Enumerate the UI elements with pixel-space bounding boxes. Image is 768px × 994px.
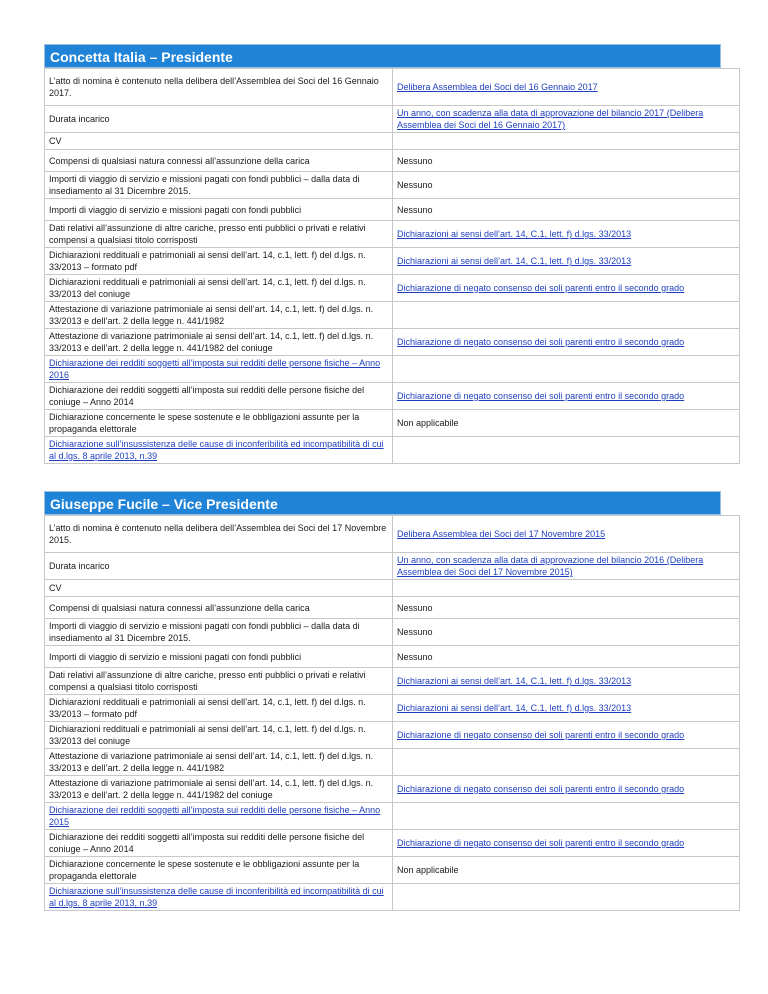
row-value-cell [393, 329, 740, 356]
row-value: Nessuno [397, 180, 433, 190]
row-label-cell [45, 133, 393, 150]
table-row [45, 857, 740, 884]
row-value-cell [393, 248, 740, 275]
row-label: Durata incarico [49, 114, 110, 124]
document-link[interactable]: Dichiarazione di negato consenso dei soli parenti entro il secondo grado [397, 730, 685, 740]
row-label-link[interactable]: Dichiarazione sull’insussistenza delle cause di inconferibilità ed incompatibilità di cui al d.lgs. 8 aprile 2013, n.39 [49, 439, 384, 461]
table-row [45, 356, 740, 383]
row-label: L’atto di nomina è contenuto nella delibera dell’Assemblea dei Soci del 17 Novembre 2015. [49, 523, 387, 545]
row-label: Dichiarazioni reddituali e patrimoniali ai sensi dell’art. 14, c.1, lett. f) del d.lgs. n. 33/2013 del coniuge [49, 724, 366, 746]
document-link[interactable]: Dichiarazioni ai sensi dell’art. 14, C.1, lett. f) d.lgs. 33/2013 [397, 703, 632, 713]
row-label: Dichiarazione dei redditi soggetti all’imposta sui redditi delle persone fisiche del coniuge – Anno 2014 [49, 832, 365, 854]
row-value-cell [393, 199, 740, 221]
row-value-cell [393, 722, 740, 749]
row-label-cell [45, 150, 393, 172]
row-value-cell [393, 857, 740, 884]
row-value: Nessuno [397, 627, 433, 637]
row-label-cell [45, 830, 393, 857]
row-label: Durata incarico [49, 561, 110, 571]
row-value-cell [393, 668, 740, 695]
table-row [45, 150, 740, 172]
table-row [45, 199, 740, 221]
row-label-cell [45, 776, 393, 803]
table-row [45, 619, 740, 646]
row-value-cell [393, 69, 740, 106]
row-label-cell [45, 668, 393, 695]
row-label-cell [45, 646, 393, 668]
row-label-cell [45, 553, 393, 580]
row-value: Non applicabile [397, 865, 459, 875]
row-label-cell [45, 437, 393, 464]
row-value-cell [393, 695, 740, 722]
row-label: Dichiarazione concernente le spese sostenute e le obbligazioni assunte per la propaganda elettorale [49, 412, 360, 434]
row-label: Importi di viaggio di servizio e missioni pagati con fondi pubblici [49, 204, 302, 215]
row-value-cell [393, 803, 740, 830]
row-label: Importi di viaggio di servizio e missioni pagati con fondi pubblici – dalla data di insediamento al 31 Dicembre 2015. [49, 174, 360, 196]
row-label-cell [45, 803, 393, 830]
table-row [45, 383, 740, 410]
row-label-cell [45, 356, 393, 383]
document-link[interactable]: Delibera Assemblea dei Soci del 16 Gennaio 2017 [397, 82, 598, 92]
table-row [45, 221, 740, 248]
row-label: Attestazione di variazione patrimoniale ai sensi dell’art. 14, c.1, lett. f) del d.lgs. n. 33/2013 e dell’art. 2 della legge n. 441/1982 del coniuge [49, 778, 374, 800]
row-value: Nessuno [397, 155, 433, 166]
row-label: Dati relativi all’assunzione di altre cariche, presso enti pubblici o privati e relativi compensi a qualsiasi titolo corrisposti [49, 223, 366, 245]
row-label-cell [45, 884, 393, 911]
section-vice-presidente [44, 491, 721, 911]
document-link[interactable]: Dichiarazioni ai sensi dell’art. 14, C.1, lett. f) d.lgs. 33/2013 [397, 229, 632, 239]
row-label-cell [45, 248, 393, 275]
row-value-cell [393, 383, 740, 410]
table-row [45, 410, 740, 437]
row-value-cell [393, 221, 740, 248]
info-table [44, 515, 740, 911]
table-row [45, 516, 740, 553]
table-row [45, 580, 740, 597]
table-row [45, 275, 740, 302]
row-label-cell [45, 410, 393, 437]
row-label: Attestazione di variazione patrimoniale ai sensi dell’art. 14, c.1, lett. f) del d.lgs. n. 33/2013 e dell’art. 2 della legge n. 441/1982 [49, 304, 374, 326]
row-label: CV [49, 136, 62, 146]
row-value-cell [393, 172, 740, 199]
row-label-cell [45, 302, 393, 329]
table-row [45, 776, 740, 803]
row-label: CV [49, 583, 62, 593]
row-value-cell [393, 106, 740, 133]
row-label: Dichiarazione concernente le spese sostenute e le obbligazioni assunte per la propaganda elettorale [49, 859, 360, 881]
section-title: Concetta Italia – Presidente [44, 44, 721, 68]
row-label: Dichiarazioni reddituali e patrimoniali ai sensi dell’art. 14, c.1, lett. f) del d.lgs. n. 33/2013 – formato pdf [49, 250, 366, 272]
document-link[interactable]: Dichiarazione di negato consenso dei soli parenti entro il secondo grado [397, 283, 685, 293]
table-row [45, 329, 740, 356]
table-row [45, 437, 740, 464]
row-value-cell [393, 597, 740, 619]
table-row [45, 248, 740, 275]
row-label-cell [45, 275, 393, 302]
table-row [45, 803, 740, 830]
table-row [45, 722, 740, 749]
table-row [45, 646, 740, 668]
table-row [45, 69, 740, 106]
row-label-cell [45, 857, 393, 884]
row-label: Attestazione di variazione patrimoniale ai sensi dell’art. 14, c.1, lett. f) del d.lgs. n. 33/2013 e dell’art. 2 della legge n. 441/1982 [49, 751, 374, 773]
table-row [45, 133, 740, 150]
row-label-cell [45, 580, 393, 597]
document-link[interactable]: Delibera Assemblea dei Soci del 17 Novembre 2015 [397, 529, 606, 539]
document-link[interactable]: Un anno, con scadenza alla data di approvazione del bilancio 2017 (Delibera Assemblea dei Soci del 16 Gennaio 2017) [397, 108, 704, 130]
row-label-cell [45, 221, 393, 248]
row-label-cell [45, 619, 393, 646]
row-value-cell [393, 356, 740, 383]
row-label: Dichiarazioni reddituali e patrimoniali ai sensi dell’art. 14, c.1, lett. f) del d.lgs. n. 33/2013 – formato pdf [49, 697, 366, 719]
row-label-cell [45, 695, 393, 722]
row-value-cell [393, 437, 740, 464]
row-value: Nessuno [397, 651, 433, 662]
row-value-cell [393, 830, 740, 857]
table-row [45, 695, 740, 722]
row-label-cell [45, 516, 393, 553]
document-link[interactable]: Un anno, con scadenza alla data di approvazione del bilancio 2016 (Delibera Assemblea dei Soci del 17 Novembre 2015) [397, 555, 704, 577]
table-row [45, 749, 740, 776]
row-value-cell [393, 580, 740, 597]
row-label-cell [45, 172, 393, 199]
row-value-cell [393, 619, 740, 646]
row-value-cell [393, 302, 740, 329]
row-value-cell [393, 133, 740, 150]
row-value-cell [393, 553, 740, 580]
row-label-cell [45, 749, 393, 776]
row-value: Non applicabile [397, 418, 459, 428]
table-row [45, 884, 740, 911]
document-link[interactable]: Dichiarazione di negato consenso dei soli parenti entro il secondo grado [397, 391, 685, 401]
table-row [45, 172, 740, 199]
row-label: Dichiarazione dei redditi soggetti all’imposta sui redditi delle persone fisiche del coniuge – Anno 2014 [49, 385, 365, 407]
row-value-cell [393, 749, 740, 776]
document-link[interactable]: Dichiarazione di negato consenso dei soli parenti entro il secondo grado [397, 838, 685, 848]
row-label-cell [45, 199, 393, 221]
row-label: Dichiarazioni reddituali e patrimoniali ai sensi dell’art. 14, c.1, lett. f) del d.lgs. n. 33/2013 del coniuge [49, 277, 366, 299]
row-label-cell [45, 722, 393, 749]
table-row [45, 553, 740, 580]
row-value-cell [393, 410, 740, 437]
row-value-cell [393, 776, 740, 803]
row-value: Nessuno [397, 204, 433, 215]
row-label-cell [45, 329, 393, 356]
row-label-cell [45, 106, 393, 133]
section-presidente [44, 44, 721, 464]
document-link[interactable]: Dichiarazioni ai sensi dell’art. 14, C.1, lett. f) d.lgs. 33/2013 [397, 676, 632, 686]
row-value-cell [393, 275, 740, 302]
row-label-link[interactable]: Dichiarazione sull’insussistenza delle cause di inconferibilità ed incompatibilità di cui al d.lgs. 8 aprile 2013, n.39 [49, 886, 384, 908]
row-value-cell [393, 646, 740, 668]
document-link[interactable]: Dichiarazione di negato consenso dei soli parenti entro il secondo grado [397, 337, 685, 347]
table-row [45, 106, 740, 133]
row-label-cell [45, 383, 393, 410]
row-label-cell [45, 597, 393, 619]
row-label: Compensi di qualsiasi natura connessi all’assunzione della carica [49, 155, 310, 166]
row-label: Importi di viaggio di servizio e missioni pagati con fondi pubblici [49, 651, 302, 662]
row-value-cell [393, 884, 740, 911]
row-label: Compensi di qualsiasi natura connessi all’assunzione della carica [49, 602, 310, 613]
table-row [45, 830, 740, 857]
row-value-cell [393, 516, 740, 553]
table-row [45, 597, 740, 619]
row-value: Nessuno [397, 602, 433, 613]
table-row [45, 668, 740, 695]
row-label-cell [45, 69, 393, 106]
document-link[interactable]: Dichiarazione di negato consenso dei soli parenti entro il secondo grado [397, 784, 685, 794]
row-label-link[interactable]: Dichiarazione dei redditi soggetti all’imposta sui redditi delle persone fisiche – Anno 2015 [49, 805, 381, 827]
row-label: Dati relativi all’assunzione di altre cariche, presso enti pubblici o privati e relativi compensi a qualsiasi titolo corrisposti [49, 670, 366, 692]
table-row [45, 302, 740, 329]
row-label: Attestazione di variazione patrimoniale ai sensi dell’art. 14, c.1, lett. f) del d.lgs. n. 33/2013 e dell’art. 2 della legge n. 441/1982 del coniuge [49, 331, 374, 353]
info-table [44, 68, 740, 464]
row-label: Importi di viaggio di servizio e missioni pagati con fondi pubblici – dalla data di insediamento al 31 Dicembre 2015. [49, 621, 360, 643]
row-label-link[interactable]: Dichiarazione dei redditi soggetti all’imposta sui redditi delle persone fisiche – Anno 2016 [49, 358, 381, 380]
row-value-cell [393, 150, 740, 172]
section-title: Giuseppe Fucile – Vice Presidente [44, 491, 721, 515]
document-link[interactable]: Dichiarazioni ai sensi dell’art. 14, C.1, lett. f) d.lgs. 33/2013 [397, 256, 632, 266]
row-label: L’atto di nomina è contenuto nella delibera dell’Assemblea dei Soci del 16 Gennaio 2017. [49, 76, 379, 98]
